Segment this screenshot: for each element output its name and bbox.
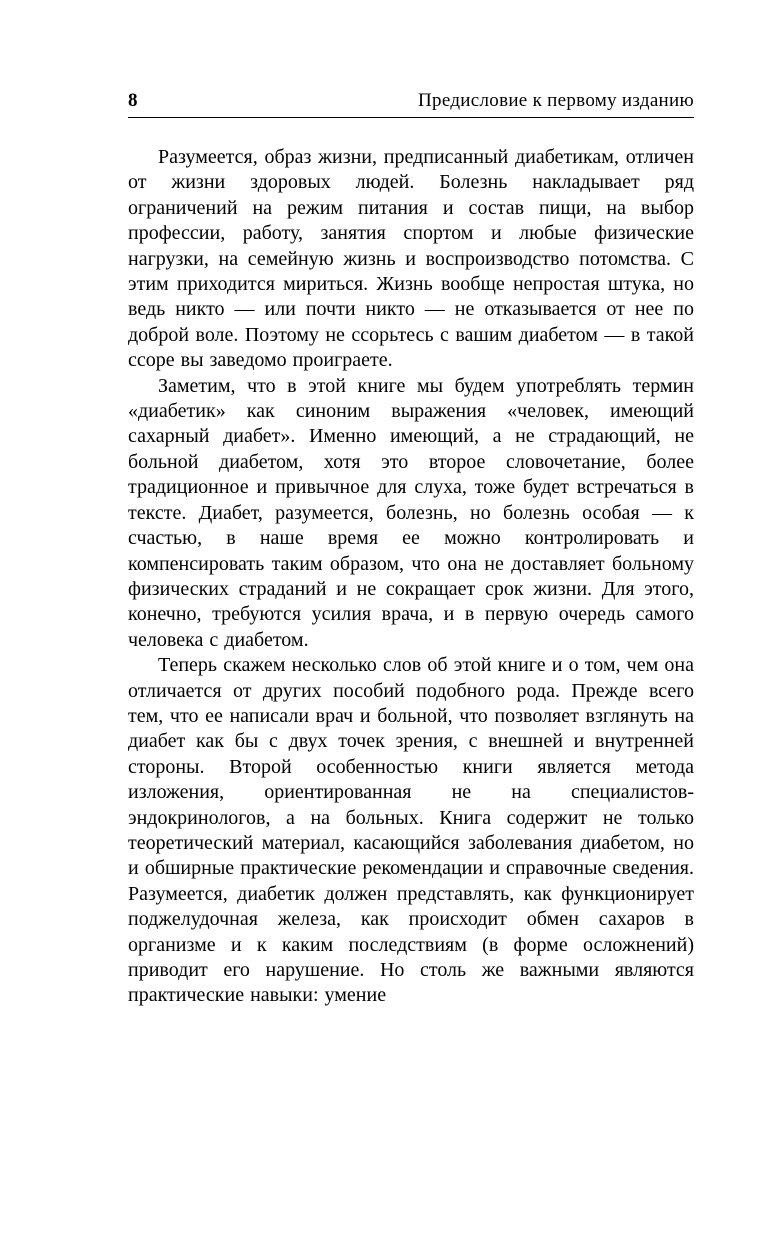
- paragraph-1: Разумеется, образ жизни, предписанный диабетикам, отличен от жизни здоровых людей. Болезнь накладывает ряд ограничений на режим питания и состав пищи, на выбор профессии, работу, занятия спортом и любые физические нагрузки, на семейную жизнь и воспроизводство потомства. С этим приходится мириться. Жизнь вообще непростая штука, но ведь никто — или почти никто — не отказывается от нее по доброй воле. Поэтому не ссорьтесь с вашим диабетом — в такой ссоре вы заведомо проиграете.: [128, 146, 694, 372]
- paragraph-2: Заметим, что в этой книге мы будем употреблять термин «диабетик» как синоним выражения «человек, имеющий сахарный диабет». Именно имеющий, а не страдающий, не больной диабетом, хотя это второе словочетание, более традиционное и привычное для слуха, тоже будет встречаться в тексте. Диабет, разумеется, болезнь, но болезнь особая — к счастью, в наше время ее можно контролировать и компенсировать таким образом, что она не доставляет больному физических страданий и не сокращает срок жизни. Для этого, конечно, требуются усилия врача, и в первую очередь самого человека с диабетом.: [128, 374, 694, 651]
- page-body: [128, 145, 694, 1009]
- paragraph-3: Теперь скажем несколько слов об этой книге и о том, чем она отличается от других пособий подобного рода. Прежде всего тем, что ее написали врач и больной, что позволяет взглянуть на диабет как бы с двух точек зрения, с внешней и внутренней стороны. Второй особенностью книги является метода изложения, ориентированная не на специалистов-эндокринологов, а на больных. Книга содержит не только теоретический материал, касающийся заболевания диабетом, но и обширные практические рекомендации и справочные сведения. Разумеется, диабетик должен представлять, как функционирует поджелудочная железа, как происходит обмен сахаров в организме и к каким последствиям (в форме осложнений) приводит его нарушение. Но столь же важными являются практические навыки: умение: [128, 654, 694, 1007]
- header-rule: [128, 117, 694, 118]
- page-number: 8: [128, 90, 138, 111]
- running-title: Предисловие к первому изданию: [418, 90, 694, 111]
- page-header: [128, 90, 694, 112]
